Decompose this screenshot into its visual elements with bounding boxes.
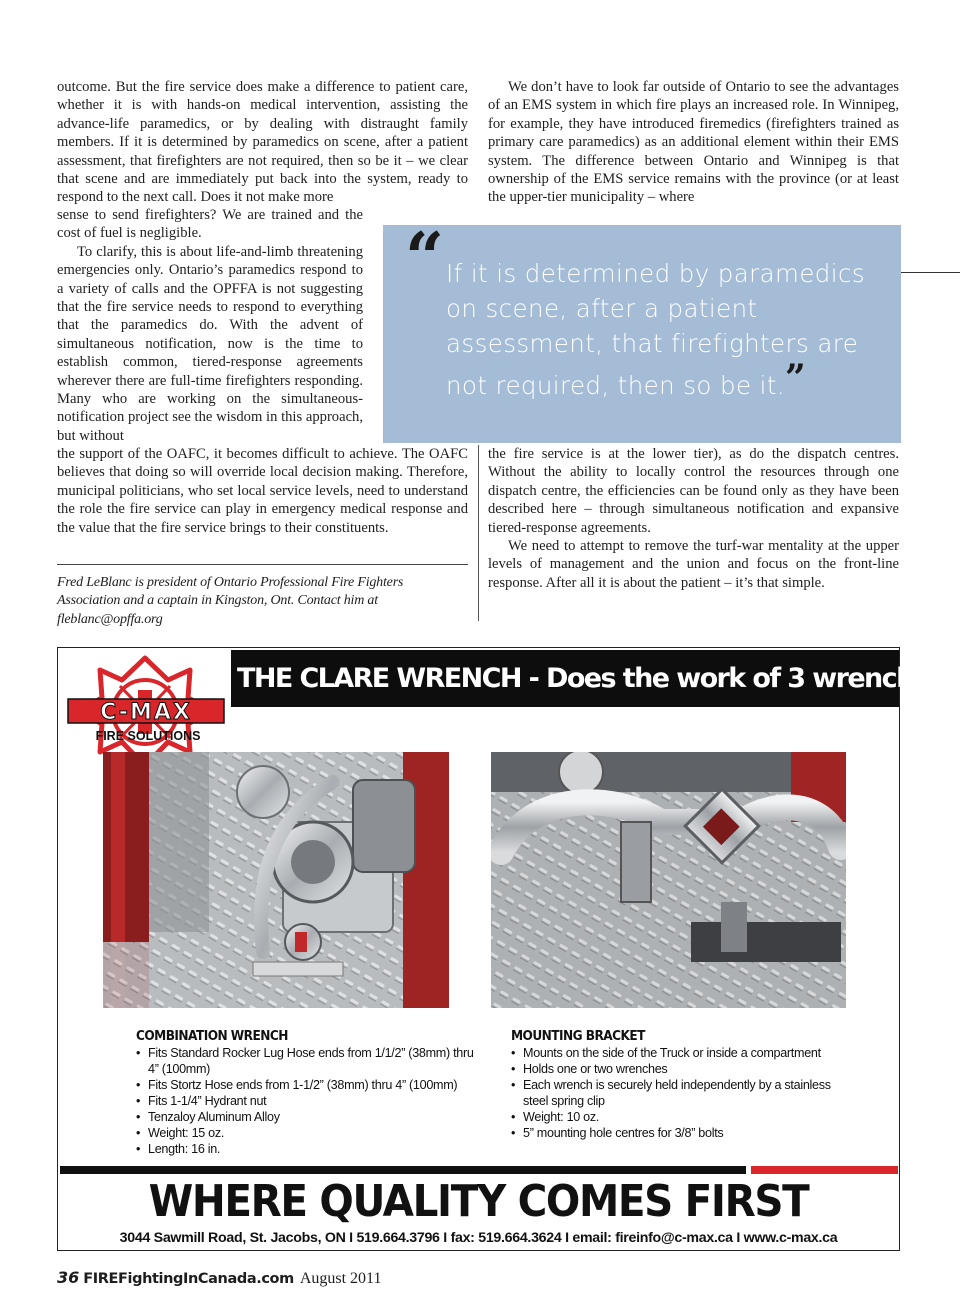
ad-contact-line: 3044 Sawmill Road, St. Jacobs, ON I 519.664.3796 I fax: 519.664.3624 I email: fireinfo@c-max.ca I www.c-max.ca xyxy=(119,1230,838,1246)
pull-quote-rule xyxy=(901,272,960,273)
article-right-top xyxy=(488,78,899,207)
photo-combination-wrench xyxy=(103,752,449,1008)
list-item: • Holds one or two wrenches xyxy=(511,1061,841,1077)
ad-divider-black xyxy=(60,1166,746,1174)
article-paragraph: sense to send firefighters? We are trained and the cost of fuel is negligible. xyxy=(57,207,363,242)
magazine-site: FIREFightingInCanada.com xyxy=(83,1271,294,1287)
article-right-bottom xyxy=(488,445,899,592)
list-item: • Length: 16 in. xyxy=(136,1141,476,1157)
ad-title: THE CLARE WRENCH - Does the work of 3 wrenches! xyxy=(237,663,956,694)
cmax-advertisement xyxy=(57,647,956,1251)
page-number: 36 xyxy=(57,1268,80,1287)
article-paragraph: To clarify, this is about life-and-limb threatening emergencies only. Ontario’s paramedics respond to a variety of calls and the OPFFA is not suggesting that the fire service needs to respond to everything that the paramedics do. With the advent of simultaneous notification, now is the time to establish common, tiered-response agreements wherever there are full-time firefighters responding. Many who are working on the simultaneous-notification project see the wisdom in this approach, but without xyxy=(57,243,363,444)
page-footer xyxy=(57,1268,381,1292)
article-paragraph: outcome. But the fire service does make a difference to patient care, whether it is with hands-on medical intervention, assisting the advance-life paramedics, or by dealing with distraught family members. If it is determined by paramedics on scene, after a patient assessment, that firefighters are not required, then so be it – we clear that scene and are immediately put back into the system, ready to respond to the next call. Does it not make more xyxy=(57,79,468,206)
list-item: • Weight: 10 oz. xyxy=(511,1109,841,1125)
list-item: • Mounts on the side of the Truck or inside a compartment xyxy=(511,1045,841,1061)
spec-heading: COMBINATION WRENCH xyxy=(136,1028,288,1044)
list-item: • Tenzaloy Aluminum Alloy xyxy=(136,1109,476,1125)
open-quote-mark: “ xyxy=(405,218,445,298)
list-item: • Fits Standard Rocker Lug Hose ends from 1/1/2” (38mm) thru 4” (100mm) xyxy=(136,1045,476,1077)
list-item: • Weight: 15 oz. xyxy=(136,1125,476,1141)
spec-list xyxy=(136,1045,476,1157)
article-paragraph: We don’t have to look far outside of Ontario to see the advantages of an EMS system in which fire plays an increased role. In Winnipeg, for example, they have introduced firemedics (firefighters trained as primary care paramedics) as an additional element within their EMS system. The difference between Ontario and Winnipeg is that ownership of the EMS service remains with the province (or at least the upper-tier municipality – where xyxy=(488,79,899,206)
logo-wordmark: C-MAX xyxy=(100,700,192,725)
list-item: • 5” mounting hole centres for 3/8” bolts xyxy=(511,1125,841,1141)
ad-slogan: WHERE QUALITY COMES FIRST xyxy=(148,1176,809,1227)
spec-list xyxy=(511,1045,841,1141)
pull-quote-body: If it is determined by paramedics on scene, after a patient assessment, that firefighters are not required, then so be it. xyxy=(446,259,865,400)
author-bio: Fred LeBlanc is president of Ontario Professional Fire Fighters Association and a captain in Kingston, Ont. Contact him at fleblanc@opffa.org xyxy=(57,575,404,627)
article-left-narrow xyxy=(57,206,363,445)
article-paragraph: the fire service is at the lower tier), as do the dispatch centres. Without the ability to locally control the resources through one dispatch centre, the efficiencies can be found only as they have been described here – through simultaneous notification and expansive tiered-response agreements. xyxy=(488,446,899,536)
pull-quote-text xyxy=(446,256,896,403)
issue-date: August 2011 xyxy=(299,1270,382,1287)
photo-mounting-bracket xyxy=(491,752,846,1008)
article-left-bottom xyxy=(57,445,468,537)
list-item: • Fits 1-1/4” Hydrant nut xyxy=(136,1093,476,1109)
logo-subtitle: FIRE SOLUTIONS xyxy=(95,729,201,743)
ad-divider-red xyxy=(751,1166,898,1174)
mounting-bracket-specs xyxy=(511,1028,841,1141)
article-paragraph: the support of the OAFC, it becomes difficult to achieve. The OAFC believes that doing so will override local decision making. Therefore, municipal politicians, who set local service levels, need to understand the role the fire service can play in emergency medical response and the value that the fire service brings to their constituents. xyxy=(57,446,468,536)
bio-divider xyxy=(57,564,468,565)
list-item: • Each wrench is securely held independently by a stainless steel spring clip xyxy=(511,1077,841,1109)
article-left-top xyxy=(57,78,468,207)
combination-wrench-specs xyxy=(136,1028,476,1157)
spec-heading: MOUNTING BRACKET xyxy=(511,1028,645,1044)
column-divider xyxy=(478,445,479,621)
list-item: • Fits Stortz Hose ends from 1-1/2” (38mm) thru 4” (100mm) xyxy=(136,1077,476,1093)
article-paragraph: We need to attempt to remove the turf-war mentality at the upper levels of management and the union and focus on the front-line response. After all it is about the patient – it’s that simple. xyxy=(488,538,899,591)
close-quote-mark: ” xyxy=(785,357,800,399)
